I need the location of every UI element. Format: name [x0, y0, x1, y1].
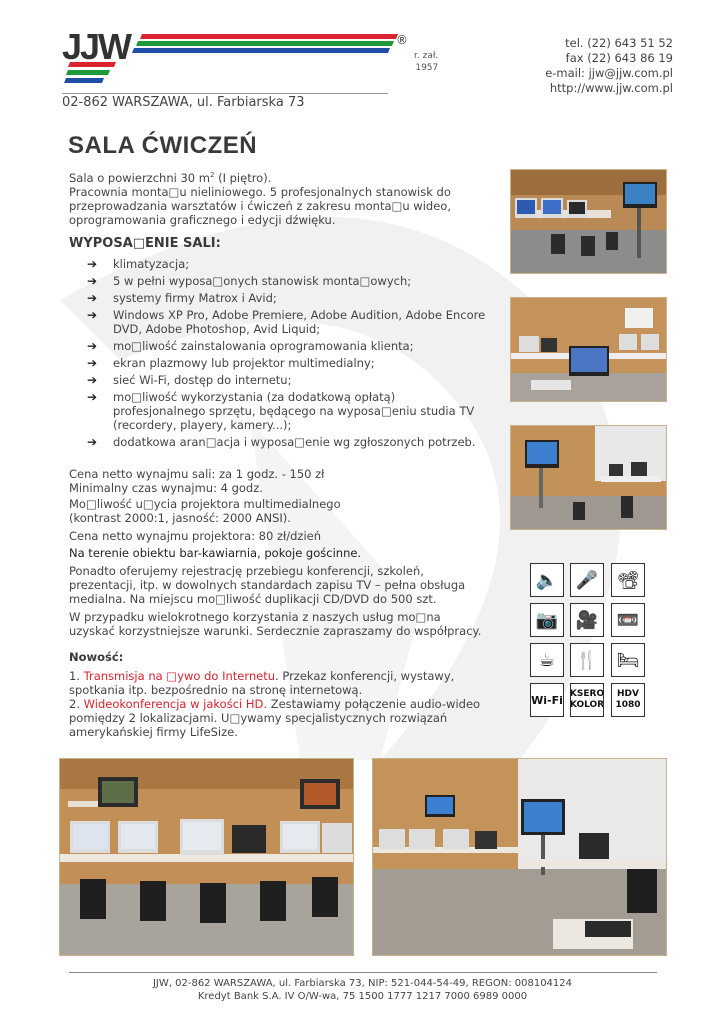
email-link[interactable]: e-mail: jjw@jjw.com.pl — [545, 66, 673, 80]
list-item-text: 5 w pełni wyposa□onych stanowisk monta□owych; — [113, 274, 412, 288]
camcorder-icon: 🎥 — [570, 603, 604, 637]
photo-room-1 — [510, 169, 667, 274]
room-photo-illustration — [60, 759, 353, 955]
cutlery-icon: 🍴 — [570, 643, 604, 677]
news-item — [69, 669, 484, 697]
coffee-icon: ☕ — [530, 643, 564, 677]
news-link-streaming[interactable]: Transmisja na □ywo do Internetu — [83, 669, 276, 683]
founded-year: 1957 — [415, 63, 439, 73]
equipment-list — [87, 257, 487, 452]
page-title: SALA ĆWICZEŃ — [68, 132, 258, 159]
price-hourly: Cena netto wynajmu sali: za 1 godz. - 150 zł — [69, 467, 325, 481]
min-rental: Minimalny czas wynajmu: 4 godz. — [69, 481, 263, 495]
ksero-badge — [570, 683, 604, 717]
room-photo-illustration — [511, 170, 666, 273]
discount-note: W przypadku wielokrotnego korzystania z naszych usług mo□na uzyskać korzystniejsze warunki. Serdecznie zapraszamy do współpracy. — [69, 610, 482, 638]
footer-bank-info: Kredyt Bank S.A. IV O/W-wa, 75 1500 1777 1217 7000 6989 0000 — [197, 991, 528, 1002]
list-item-text: ekran plazmowy lub projektor multimedialny; — [113, 356, 375, 370]
news-text: . Przekaz konferencji, wystawy, spotkania itp. bezpośrednio na stronę internetową. — [69, 669, 455, 697]
company-logo: JJW — [62, 26, 131, 67]
projector-icon: 📽 — [611, 563, 645, 597]
list-item-text: klimatyzacja; — [113, 257, 190, 271]
list-item-text: Windows XP Pro, Adobe Premiere, Adobe Audition, Adobe Encore DVD, Adobe Photoshop, Avid Liquid; — [113, 308, 486, 336]
phone: tel. (22) 643 51 52 — [565, 36, 673, 50]
list-item — [87, 339, 487, 353]
cafe-note: Na terenie obiektu bar-kawiarnia, pokoje gościnne. — [69, 546, 362, 560]
room-photo-illustration — [511, 426, 666, 529]
arrow-icon: ➔ — [87, 274, 98, 288]
news-link-videoconference[interactable]: Wideokonferencja w jakości HD — [83, 697, 264, 711]
list-item — [87, 274, 487, 288]
registered-mark: ® — [396, 33, 408, 47]
footer-divider — [69, 972, 657, 973]
room-price — [69, 467, 484, 495]
arrow-icon: ➔ — [87, 308, 98, 322]
founded-note — [414, 50, 438, 74]
list-item — [87, 257, 487, 271]
projector-line2: (kontrast 2000:1, jasność: 2000 ANSI). — [69, 511, 291, 525]
news-heading: Nowość: — [69, 650, 124, 664]
hdv-badge — [611, 683, 645, 717]
room-photo-illustration — [373, 759, 666, 955]
footer — [0, 977, 725, 1003]
contact-block — [545, 36, 673, 96]
header-divider — [62, 93, 388, 94]
news-section — [69, 650, 484, 739]
wifi-badge: Wi-Fi — [530, 683, 564, 717]
room-size-floor: (I piętro). — [214, 170, 272, 185]
fax: fax (22) 643 86 19 — [565, 51, 673, 65]
room-photo-illustration — [511, 298, 666, 401]
projector-line1: Mo□liwość u□ycia projektora multimedialnego — [69, 497, 341, 511]
founded-label: r. zał. — [414, 51, 439, 61]
news-number: 1. — [69, 669, 84, 683]
photo-room-2 — [510, 297, 667, 402]
recording-offer: Ponadto oferujemy rejestrację przebiegu konferencji, szkoleń, prezentacji, itp. w dowolnych standardach zapisu TV – pełna obsługa medialna. Na miejscu mo□liwość duplikacji CD/DVD do 500 szt. — [69, 564, 466, 606]
list-item-text: sieć Wi-Fi, dostęp do internetu; — [113, 373, 292, 387]
list-item-text: dodatkowa aran□acja i wyposa□enie wg zgłoszonych potrzeb. — [113, 435, 476, 449]
list-item — [87, 390, 487, 432]
list-item — [87, 291, 487, 305]
room-size-text: Sala o powierzchni 30 m — [69, 170, 210, 185]
hdv-label: HDV — [617, 689, 639, 699]
list-item-text: mo□liwość zainstalowania oprogramowania klienta; — [113, 339, 414, 353]
arrow-icon: ➔ — [87, 356, 98, 370]
arrow-icon: ➔ — [87, 435, 98, 449]
website-link[interactable]: http://www.jjw.com.pl — [549, 81, 673, 95]
equipment-heading: WYPOSA□ENIE SALI: — [69, 236, 221, 251]
hdv-resolution: 1080 — [615, 700, 641, 710]
ksero-label: KSERO — [569, 689, 605, 699]
room-size — [69, 168, 469, 185]
intro-text — [69, 168, 469, 227]
bed-icon: 🛏 — [611, 643, 645, 677]
list-item — [87, 356, 487, 370]
kolor-label: KOLOR — [569, 700, 605, 710]
news-number: 2. — [69, 697, 84, 711]
speaker-icon: 🔈 — [530, 563, 564, 597]
news-item — [69, 697, 484, 739]
room-description: Pracownia monta□u nieliniowego. 5 profesjonalnych stanowisk do przeprowadzania warsztatów i ćwiczeń z zakresu monta□u wideo, oprogramowania graficznego i edycji dźwięku. — [69, 184, 451, 227]
video-tape-icon: 📼 — [611, 603, 645, 637]
list-item — [87, 435, 487, 449]
photo-room-wide-1 — [59, 758, 354, 956]
list-item-text: mo□liwość wykorzystania (za dodatkową opłatą) profesjonalnego sprzętu, będącego na wyposa□eniu studia TV (recordery, playery, kamery...); — [113, 390, 475, 432]
arrow-icon: ➔ — [87, 257, 98, 271]
list-item — [87, 373, 487, 387]
arrow-icon: ➔ — [87, 390, 98, 404]
photo-room-3 — [510, 425, 667, 530]
room-size-sup: 2 — [209, 171, 215, 179]
arrow-icon: ➔ — [87, 373, 98, 387]
list-item — [87, 308, 487, 336]
photo-room-wide-2 — [372, 758, 667, 956]
projector-price: Cena netto wynajmu projektora: 80 zł/dzień — [69, 529, 322, 543]
arrow-icon: ➔ — [87, 339, 98, 353]
list-item-text: systemy firmy Matrox i Avid; — [113, 291, 277, 305]
microphone-icon: 🎤 — [570, 563, 604, 597]
news-text: . Zestawiamy połączenie audio-wideo pomiędzy 2 lokalizacjami. U□ywamy specjalistycznych rozwiązań amerykańskiej firmy LifeSize. — [69, 697, 481, 739]
camera-icon: 📷 — [530, 603, 564, 637]
header-address: 02-862 WARSZAWA, ul. Farbiarska 73 — [62, 95, 305, 110]
footer-company-info: JJW, 02-862 WARSZAWA, ul. Farbiarska 73, NIP: 521-044-54-49, REGON: 008104124 — [152, 978, 573, 989]
projector-info — [69, 497, 484, 525]
arrow-icon: ➔ — [87, 291, 98, 305]
